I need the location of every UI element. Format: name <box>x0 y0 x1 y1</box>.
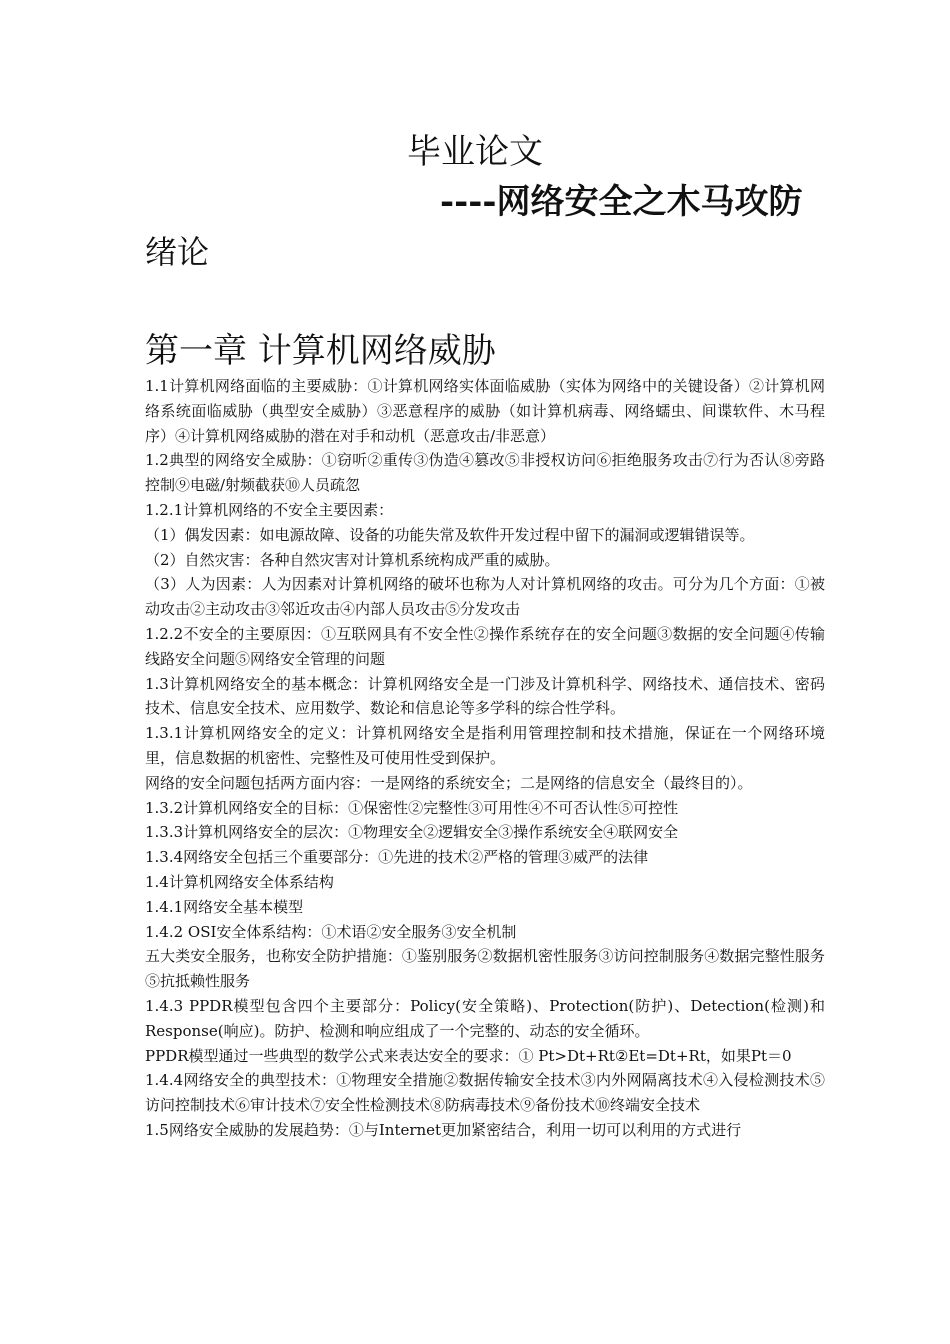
paragraph: 1.2.2不安全的主要原因：①互联网具有不安全性②操作系统存在的安全问题③数据的安全问题④传输线路安全问题⑤网络安全管理的问题 <box>145 624 825 668</box>
paragraph: PPDR模型通过一些典型的数学公式来表达安全的要求：① Pt>Dt+Rt②Et=Dt+Rt，如果Pt＝0 <box>145 1046 792 1065</box>
paragraph: （1）偶发因素：如电源故障、设备的功能失常及软件开发过程中留下的漏洞或逻辑错误等。 <box>145 525 755 544</box>
paragraph: 1.4计算机网络安全体系结构 <box>145 872 334 891</box>
chapter-heading: 第一章 计算机网络威胁 <box>145 331 496 371</box>
paragraph: （3）人为因素：人为因素对计算机网络的破坏也称为人对计算机网络的攻击。可分为几个方面：①被动攻击②主动攻击③邻近攻击④内部人员攻击⑤分发攻击 <box>145 575 825 619</box>
document-body <box>145 374 825 1143</box>
paragraph: 1.5网络安全威胁的发展趋势：①与Internet更加紧密结合，利用一切可以利用的方式进行 <box>145 1120 742 1139</box>
document-subtitle: ----网络安全之木马攻防 <box>440 182 803 222</box>
paragraph: 1.2典型的网络安全威胁：①窃听②重传③伪造④篡改⑤非授权访问⑥拒绝服务攻击⑦行为否认⑧旁路控制⑨电磁/射频截获⑩人员疏忽 <box>145 451 825 495</box>
paragraph: （2）自然灾害：各种自然灾害对计算机系统构成严重的威胁。 <box>145 550 560 569</box>
document-title: 毕业论文 <box>407 132 543 172</box>
paragraph: 1.3.3计算机网络安全的层次：①物理安全②逻辑安全③操作系统安全④联网安全 <box>145 823 679 842</box>
paragraph: 1.2.1计算机网络的不安全主要因素： <box>145 500 394 519</box>
paragraph: 五大类安全服务，也称安全防护措施：①鉴别服务②数据机密性服务③访问控制服务④数据完整性服务⑤抗抵赖性服务 <box>145 947 825 991</box>
paragraph: 1.4.2 OSI安全体系结构：①术语②安全服务③安全机制 <box>145 922 517 941</box>
paragraph: 1.3.1计算机网络安全的定义：计算机网络安全是指利用管理控制和技术措施，保证在一个网络环境里，信息数据的机密性、完整性及可使用性受到保护。 <box>145 724 825 767</box>
intro-heading: 绪论 <box>145 233 210 271</box>
paragraph: 网络的安全问题包括两方面内容：一是网络的系统安全；二是网络的信息安全（最终目的）。 <box>145 773 753 792</box>
paragraph: 1.3.4网络安全包括三个重要部分：①先进的技术②严格的管理③威严的法律 <box>145 848 649 867</box>
paragraph: 1.4.3 PPDR模型包含四个主要部分：Policy(安全策略)、Protection(防护)、Detection(检测)和Response(响应)。防护、检测和响应组成了一个完整的、动态的安全循环。 <box>145 996 825 1040</box>
paragraph: 1.1计算机网络面临的主要威胁：①计算机网络实体面临威胁（实体为网络中的关键设备）②计算机网络系统面临威胁（典型安全威胁）③恶意程序的威胁（如计算机病毒、网络蠕虫、间谍软件、木马程序）④计算机网络威胁的潜在对手和动机（恶意攻击/非恶意） <box>145 377 825 445</box>
paragraph: 1.4.1网络安全基本模型 <box>145 897 304 916</box>
paragraph: 1.3.2计算机网络安全的目标：①保密性②完整性③可用性④不可否认性⑤可控性 <box>145 798 679 817</box>
paragraph: 1.4.4网络安全的典型技术：①物理安全措施②数据传输安全技术③内外网隔离技术④入侵检测技术⑤访问控制技术⑥审计技术⑦安全性检测技术⑧防病毒技术⑨备份技术⑩终端安全技术 <box>145 1071 825 1115</box>
paragraph: 1.3计算机网络安全的基本概念：计算机网络安全是一门涉及计算机科学、网络技术、通信技术、密码技术、信息安全技术、应用数学、数论和信息论等多学科的综合性学科。 <box>145 674 825 718</box>
